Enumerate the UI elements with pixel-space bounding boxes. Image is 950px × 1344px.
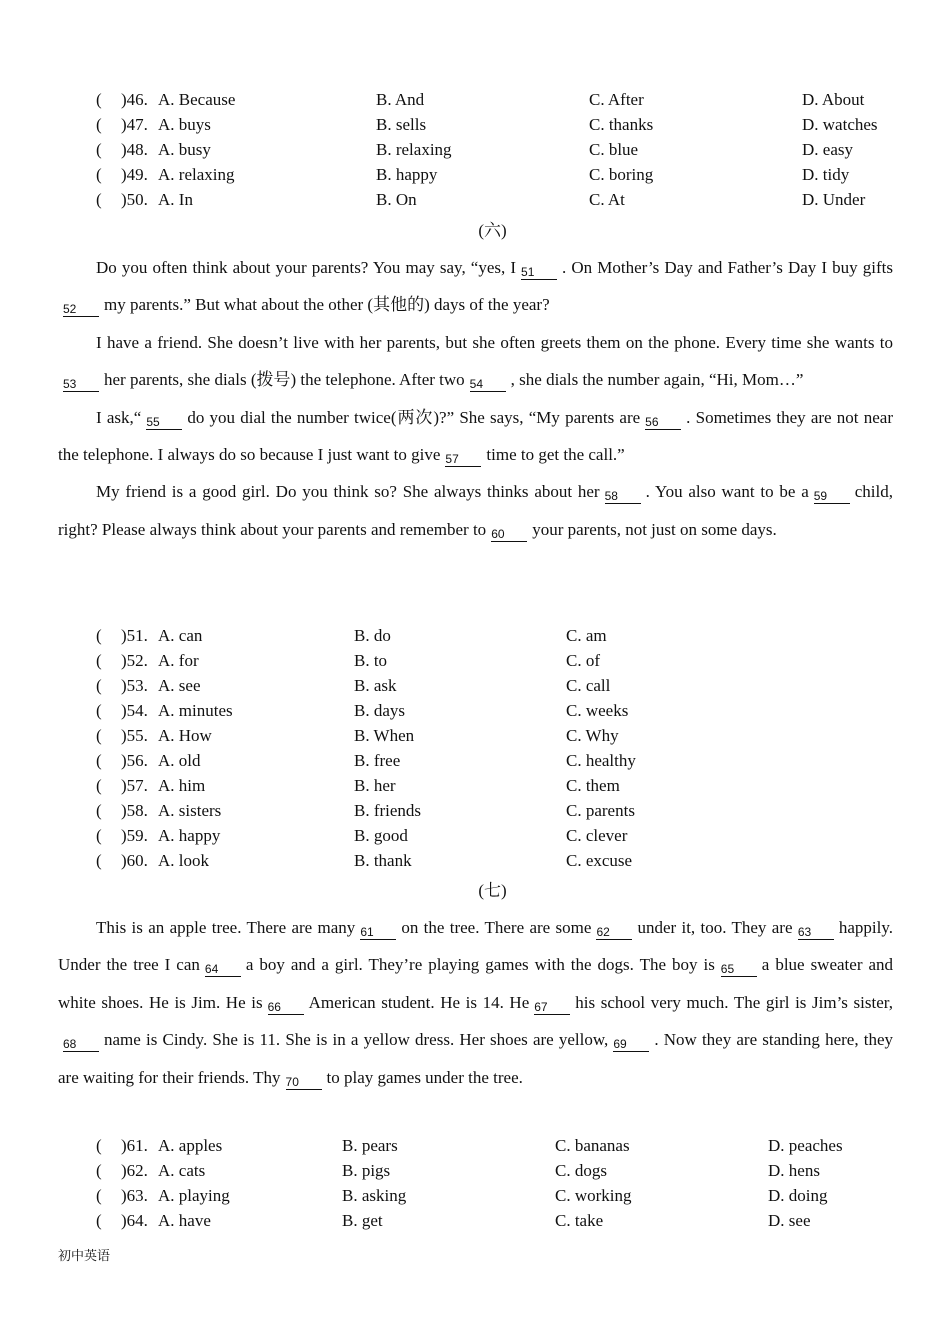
option-b: B. thank xyxy=(354,851,412,870)
page-footer: 初中英语 xyxy=(58,1249,111,1264)
blank-66[interactable]: 66 xyxy=(268,1000,304,1015)
answer-paren-open: ( xyxy=(96,115,102,134)
option-c: C. am xyxy=(566,626,607,645)
option-b: B. days xyxy=(354,701,405,720)
option-a: A. buys xyxy=(158,115,211,134)
text: This is an apple tree. There are many xyxy=(96,918,356,937)
paren-close: ) xyxy=(121,676,127,695)
option-b: B. asking xyxy=(342,1186,407,1205)
option-a: A. sisters xyxy=(158,801,222,820)
option-c: C. them xyxy=(566,776,620,795)
option-a: A. happy xyxy=(158,826,221,845)
option-c: C. After xyxy=(589,90,644,109)
number: 48. xyxy=(126,140,148,159)
option-d: D. watches xyxy=(802,115,878,134)
text: do you dial the number twice(两次)?” She says, “My parents are xyxy=(187,407,641,427)
text: . You also want to be a xyxy=(645,482,809,502)
passage-7 xyxy=(58,909,893,1096)
blank-54[interactable]: 54 xyxy=(470,377,506,392)
text: I ask,“ xyxy=(96,407,142,427)
paragraph xyxy=(58,473,893,548)
paren-close: ) xyxy=(121,851,127,870)
option-c: C. blue xyxy=(589,140,639,159)
blank-53[interactable]: 53 xyxy=(63,377,99,392)
text: My friend is a good girl. Do you think so? She always thinks about her xyxy=(96,482,600,502)
paren-close: ) xyxy=(121,626,127,645)
option-b: B. free xyxy=(354,751,401,770)
number: 62. xyxy=(126,1161,148,1180)
option-c: C. call xyxy=(566,676,611,695)
answer-paren-open: ( xyxy=(96,1186,102,1205)
paragraph xyxy=(58,324,893,399)
answer-paren-open: ( xyxy=(96,851,102,870)
option-b: B. ask xyxy=(354,676,397,695)
blank-55[interactable]: 55 xyxy=(146,415,182,430)
section-heading-6: (六) xyxy=(478,221,507,240)
paren-close: ) xyxy=(121,701,127,720)
question-number xyxy=(121,162,148,187)
number: 63. xyxy=(126,1186,148,1205)
option-b: B. to xyxy=(354,651,388,670)
option-a: A. busy xyxy=(158,140,211,159)
text: to play games under the tree. xyxy=(326,1067,523,1087)
option-d: D. see xyxy=(768,1211,811,1230)
option-c: C. clever xyxy=(566,826,628,845)
option-c: C. bananas xyxy=(555,1136,630,1155)
question-number xyxy=(121,648,148,673)
option-b: B. good xyxy=(354,826,408,845)
option-b: B. do xyxy=(354,626,391,645)
blank-60[interactable]: 60 xyxy=(491,527,527,542)
blank-69[interactable]: 69 xyxy=(613,1037,649,1052)
question-number xyxy=(121,1158,148,1183)
paren-close: ) xyxy=(121,90,127,109)
paren-close: ) xyxy=(121,1211,127,1230)
answer-paren-open: ( xyxy=(96,190,102,209)
number: 52. xyxy=(126,651,148,670)
text: a blue sweater and white shoes. He is Jim. He is xyxy=(58,955,893,1012)
number: 47. xyxy=(126,115,148,134)
answer-paren-open: ( xyxy=(96,776,102,795)
option-d: D. hens xyxy=(768,1161,820,1180)
option-c: C. boring xyxy=(589,165,654,184)
paren-close: ) xyxy=(121,1186,127,1205)
number: 64. xyxy=(126,1211,148,1230)
option-b: B. friends xyxy=(354,801,422,820)
text: a boy and a girl. They’re playing games with the dogs. The boy is xyxy=(245,955,715,975)
number: 50. xyxy=(126,190,148,209)
text: . On Mother’s Day and Father’s Day I buy gifts xyxy=(562,258,894,277)
number: 46. xyxy=(126,90,148,109)
blank-63[interactable]: 63 xyxy=(798,925,834,940)
option-c: C. weeks xyxy=(566,701,629,720)
answer-paren-open: ( xyxy=(96,801,102,820)
blank-59[interactable]: 59 xyxy=(814,489,850,504)
section-heading-7: (七) xyxy=(478,881,507,900)
paren-close: ) xyxy=(121,190,127,209)
option-a: A. look xyxy=(158,851,209,870)
option-a: A. for xyxy=(158,651,199,670)
answer-paren-open: ( xyxy=(96,626,102,645)
paren-close: ) xyxy=(121,726,127,745)
number: 55. xyxy=(126,726,148,745)
number: 54. xyxy=(126,701,148,720)
paren-close: ) xyxy=(121,826,127,845)
text: my parents.” But what about the other (其他的) days of the year? xyxy=(104,295,550,315)
option-d: D. doing xyxy=(768,1186,828,1205)
option-c: C. of xyxy=(566,651,600,670)
paren-close: ) xyxy=(121,1136,127,1155)
option-a: A. him xyxy=(158,776,206,795)
blank-57[interactable]: 57 xyxy=(445,452,481,467)
option-a: A. old xyxy=(158,751,201,770)
question-number xyxy=(121,723,148,748)
question-number xyxy=(121,823,148,848)
question-number xyxy=(121,1183,148,1208)
text: his school very much. The girl is Jim’s sister, xyxy=(575,992,893,1012)
text: name is Cindy. She is 11. She is in a yellow dress. Her shoes are yellow, xyxy=(104,1030,609,1050)
option-a: A. How xyxy=(158,726,212,745)
text: your parents, not just on some days. xyxy=(532,519,777,539)
option-a: A. In xyxy=(158,190,193,209)
option-a: A. minutes xyxy=(158,701,233,720)
blank-58[interactable]: 58 xyxy=(605,489,641,504)
number: 58. xyxy=(126,801,148,820)
option-c: C. At xyxy=(589,190,625,209)
option-b: B. pears xyxy=(342,1136,398,1155)
number: 60. xyxy=(126,851,148,870)
option-b: B. sells xyxy=(376,115,427,134)
question-number xyxy=(121,137,148,162)
option-c: C. dogs xyxy=(555,1161,607,1180)
option-b: B. And xyxy=(376,90,425,109)
blank-51[interactable]: 51 xyxy=(521,265,557,280)
paragraph xyxy=(58,399,893,474)
text: . Sometimes they are not near the telephone. I always do so because I just want to give xyxy=(58,407,893,465)
option-a: A. have xyxy=(158,1211,211,1230)
blank-56[interactable]: 56 xyxy=(645,415,681,430)
text: . Now they are standing here, they are waiting for their friends. Thy xyxy=(58,1030,894,1087)
blank-52[interactable]: 52 xyxy=(63,302,99,317)
option-c: C. Why xyxy=(566,726,619,745)
paren-close: ) xyxy=(121,165,127,184)
question-number xyxy=(121,698,148,723)
paragraph xyxy=(58,249,893,324)
question-number xyxy=(121,798,148,823)
option-b: B. relaxing xyxy=(376,140,452,159)
question-number xyxy=(121,848,148,873)
question-number xyxy=(121,112,148,137)
option-b: B. pigs xyxy=(342,1161,391,1180)
answer-paren-open: ( xyxy=(96,90,102,109)
text: on the tree. There are some xyxy=(401,918,592,937)
option-a: A. can xyxy=(158,626,203,645)
option-c: C. take xyxy=(555,1211,604,1230)
text: under it, too. They are xyxy=(637,918,793,937)
passage-6 xyxy=(58,249,893,548)
number: 56. xyxy=(126,751,148,770)
option-a: A. apples xyxy=(158,1136,223,1155)
option-c: C. healthy xyxy=(566,751,636,770)
option-c: C. excuse xyxy=(566,851,633,870)
answer-paren-open: ( xyxy=(96,726,102,745)
paren-close: ) xyxy=(121,801,127,820)
number: 51. xyxy=(126,626,148,645)
paren-close: ) xyxy=(121,1161,127,1180)
option-d: D. About xyxy=(802,90,865,109)
blank-65[interactable]: 65 xyxy=(721,962,757,977)
number: 61. xyxy=(126,1136,148,1155)
text: , she dials the number again, “Hi, Mom…” xyxy=(510,370,804,390)
option-d: D. tidy xyxy=(802,165,850,184)
option-a: A. cats xyxy=(158,1161,206,1180)
option-b: B. On xyxy=(376,190,417,209)
option-a: A. relaxing xyxy=(158,165,235,184)
blank-64[interactable]: 64 xyxy=(205,962,241,977)
option-d: D. easy xyxy=(802,140,853,159)
option-b: B. her xyxy=(354,776,396,795)
option-a: A. see xyxy=(158,676,201,695)
question-number xyxy=(121,773,148,798)
answer-paren-open: ( xyxy=(96,1161,102,1180)
paren-close: ) xyxy=(121,651,127,670)
blank-67[interactable]: 67 xyxy=(534,1000,570,1015)
question-number xyxy=(121,623,148,648)
option-c: C. parents xyxy=(566,801,635,820)
answer-paren-open: ( xyxy=(96,676,102,695)
option-c: C. thanks xyxy=(589,115,654,134)
text: I have a friend. She doesn’t live with her parents, but she often greets them on the phone. Every time she wants to xyxy=(96,332,893,352)
number: 49. xyxy=(126,165,148,184)
answer-paren-open: ( xyxy=(96,651,102,670)
option-d: D. peaches xyxy=(768,1136,843,1155)
option-a: A. Because xyxy=(158,90,236,109)
number: 53. xyxy=(126,676,148,695)
text: Do you often think about your parents? You may say, “yes, I xyxy=(96,258,517,277)
blank-62[interactable]: 62 xyxy=(596,925,632,940)
paren-close: ) xyxy=(121,140,127,159)
option-b: B. get xyxy=(342,1211,383,1230)
question-number xyxy=(121,1133,148,1158)
text: child, right? Please always think about your parents and remember to xyxy=(58,482,893,539)
paren-close: ) xyxy=(121,776,127,795)
question-number xyxy=(121,748,148,773)
question-number xyxy=(121,87,148,112)
blank-68[interactable]: 68 xyxy=(63,1037,99,1052)
blank-70[interactable]: 70 xyxy=(286,1075,322,1090)
paren-close: ) xyxy=(121,115,127,134)
question-number xyxy=(121,673,148,698)
option-c: C. working xyxy=(555,1186,632,1205)
question-number xyxy=(121,1208,148,1233)
answer-paren-open: ( xyxy=(96,140,102,159)
option-a: A. playing xyxy=(158,1186,230,1205)
answer-paren-open: ( xyxy=(96,701,102,720)
question-number xyxy=(121,187,148,212)
text: American student. He is 14. He xyxy=(308,992,530,1012)
option-b: B. happy xyxy=(376,165,438,184)
option-b: B. When xyxy=(354,726,415,745)
blank-61[interactable]: 61 xyxy=(360,925,396,940)
text: time to get the call.” xyxy=(486,445,625,465)
answer-paren-open: ( xyxy=(96,1136,102,1155)
answer-paren-open: ( xyxy=(96,826,102,845)
text: her parents, she dials (拨号) the telephone. After two xyxy=(104,370,465,390)
answer-paren-open: ( xyxy=(96,165,102,184)
option-d: D. Under xyxy=(802,190,866,209)
paren-close: ) xyxy=(121,751,127,770)
answer-paren-open: ( xyxy=(96,751,102,770)
answer-paren-open: ( xyxy=(96,1211,102,1230)
number: 59. xyxy=(126,826,148,845)
text: happily. Under the tree I can xyxy=(58,918,893,975)
number: 57. xyxy=(126,776,148,795)
